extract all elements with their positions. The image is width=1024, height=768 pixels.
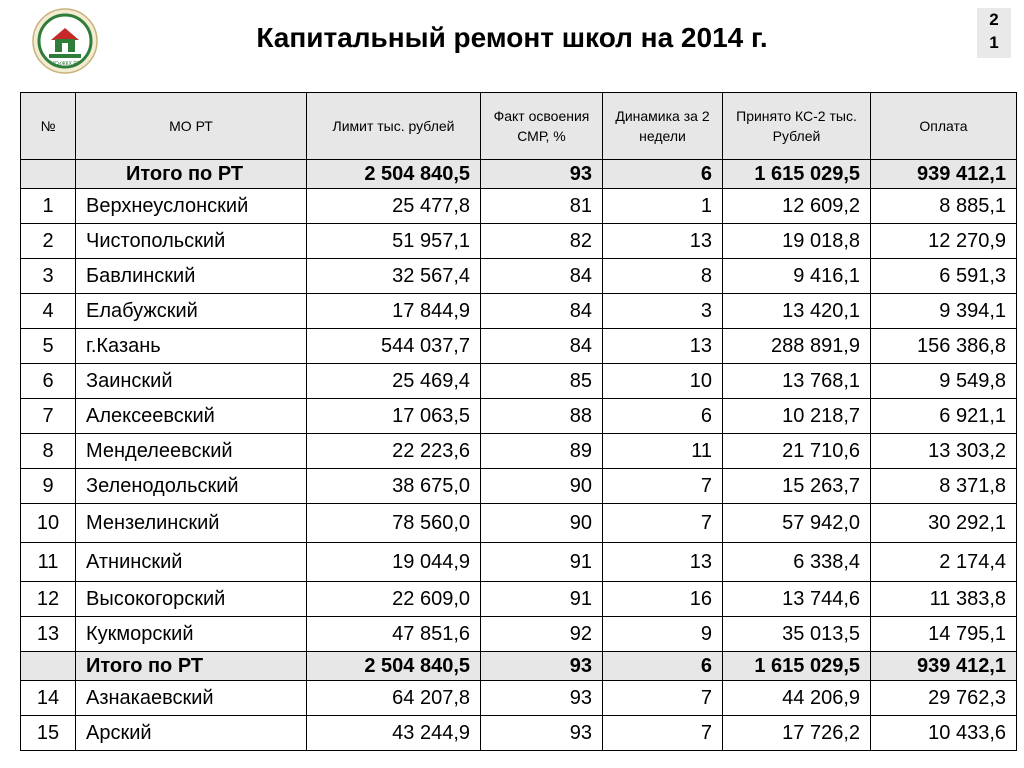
total-limit: 2 504 840,5 xyxy=(307,160,481,189)
row-limit: 544 037,7 xyxy=(307,329,481,364)
row-limit: 38 675,0 xyxy=(307,469,481,504)
total-num-cell xyxy=(21,652,76,681)
total-label: Итого по РТ xyxy=(76,652,307,681)
header-fakt: Факт освоения СМР, % xyxy=(481,93,603,160)
row-dyn: 7 xyxy=(603,504,723,543)
total-fakt: 93 xyxy=(481,160,603,189)
total-num-cell xyxy=(21,160,76,189)
row-num: 15 xyxy=(21,716,76,751)
repair-table xyxy=(20,92,1017,751)
row-num: 9 xyxy=(21,469,76,504)
table-row xyxy=(21,189,1017,224)
row-limit: 25 477,8 xyxy=(307,189,481,224)
row-pay: 9 549,8 xyxy=(871,364,1017,399)
row-dyn: 7 xyxy=(603,681,723,716)
row-mo-name: Кукморский xyxy=(76,617,307,652)
table-row xyxy=(21,399,1017,434)
row-fakt: 90 xyxy=(481,469,603,504)
row-limit: 19 044,9 xyxy=(307,543,481,582)
row-mo-name: Зеленодольский xyxy=(76,469,307,504)
row-num: 11 xyxy=(21,543,76,582)
table-row xyxy=(21,224,1017,259)
row-ks2: 57 942,0 xyxy=(723,504,871,543)
table-row xyxy=(21,364,1017,399)
row-ks2: 21 710,6 xyxy=(723,434,871,469)
header-limit: Лимит тыс. рублей xyxy=(307,93,481,160)
row-mo-name: Менделеевский xyxy=(76,434,307,469)
row-fakt: 81 xyxy=(481,189,603,224)
row-mo-name: Атнинский xyxy=(76,543,307,582)
row-pay: 156 386,8 xyxy=(871,329,1017,364)
row-fakt: 84 xyxy=(481,294,603,329)
row-fakt: 88 xyxy=(481,399,603,434)
row-num: 1 xyxy=(21,189,76,224)
row-pay: 13 303,2 xyxy=(871,434,1017,469)
row-fakt: 91 xyxy=(481,582,603,617)
row-ks2: 12 609,2 xyxy=(723,189,871,224)
row-num: 2 xyxy=(21,224,76,259)
row-num: 4 xyxy=(21,294,76,329)
header-ks2: Принято КС-2 тыс. Рублей xyxy=(723,93,871,160)
table-row xyxy=(21,259,1017,294)
row-limit: 43 244,9 xyxy=(307,716,481,751)
row-pay: 6 921,1 xyxy=(871,399,1017,434)
total-pay: 939 412,1 xyxy=(871,652,1017,681)
row-fakt: 89 xyxy=(481,434,603,469)
total-dyn: 6 xyxy=(603,652,723,681)
row-mo-name: Бавлинский xyxy=(76,259,307,294)
row-dyn: 16 xyxy=(603,582,723,617)
table-row xyxy=(21,434,1017,469)
row-mo-name: Арский xyxy=(76,716,307,751)
row-fakt: 85 xyxy=(481,364,603,399)
row-limit: 25 469,4 xyxy=(307,364,481,399)
row-fakt: 93 xyxy=(481,716,603,751)
total-pay: 939 412,1 xyxy=(871,160,1017,189)
row-fakt: 84 xyxy=(481,259,603,294)
page-number-line2: 1 xyxy=(989,33,999,52)
row-ks2: 9 416,1 xyxy=(723,259,871,294)
total-row xyxy=(21,160,1017,189)
table-row xyxy=(21,294,1017,329)
row-fakt: 92 xyxy=(481,617,603,652)
row-limit: 64 207,8 xyxy=(307,681,481,716)
row-mo-name: Алексеевский xyxy=(76,399,307,434)
row-mo-name: Елабужский xyxy=(76,294,307,329)
row-num: 5 xyxy=(21,329,76,364)
row-pay: 9 394,1 xyxy=(871,294,1017,329)
row-mo-name: Азнакаевский xyxy=(76,681,307,716)
row-pay: 29 762,3 xyxy=(871,681,1017,716)
row-dyn: 9 xyxy=(603,617,723,652)
row-dyn: 1 xyxy=(603,189,723,224)
row-mo-name: Мензелинский xyxy=(76,504,307,543)
row-limit: 47 851,6 xyxy=(307,617,481,652)
row-dyn: 7 xyxy=(603,469,723,504)
row-dyn: 3 xyxy=(603,294,723,329)
row-limit: 78 560,0 xyxy=(307,504,481,543)
row-num: 12 xyxy=(21,582,76,617)
row-ks2: 13 768,1 xyxy=(723,364,871,399)
row-ks2: 10 218,7 xyxy=(723,399,871,434)
row-pay: 2 174,4 xyxy=(871,543,1017,582)
table-header-row xyxy=(21,93,1017,160)
row-mo-name: Высокогорский xyxy=(76,582,307,617)
row-pay: 6 591,3 xyxy=(871,259,1017,294)
row-limit: 32 567,4 xyxy=(307,259,481,294)
row-ks2: 13 744,6 xyxy=(723,582,871,617)
row-dyn: 13 xyxy=(603,329,723,364)
row-mo-name: Заинский xyxy=(76,364,307,399)
row-mo-name: Чистопольский xyxy=(76,224,307,259)
table-row xyxy=(21,543,1017,582)
row-ks2: 6 338,4 xyxy=(723,543,871,582)
row-mo-name: Верхнеуслонский xyxy=(76,189,307,224)
row-ks2: 288 891,9 xyxy=(723,329,871,364)
row-ks2: 17 726,2 xyxy=(723,716,871,751)
header-mo: МО РТ xyxy=(76,93,307,160)
header-pay: Оплата xyxy=(871,93,1017,160)
row-limit: 51 957,1 xyxy=(307,224,481,259)
table-row xyxy=(21,617,1017,652)
total-label: Итого по РТ xyxy=(76,160,307,189)
row-ks2: 19 018,8 xyxy=(723,224,871,259)
row-num: 6 xyxy=(21,364,76,399)
row-num: 7 xyxy=(21,399,76,434)
row-ks2: 15 263,7 xyxy=(723,469,871,504)
total-fakt: 93 xyxy=(481,652,603,681)
row-num: 8 xyxy=(21,434,76,469)
row-num: 3 xyxy=(21,259,76,294)
row-fakt: 93 xyxy=(481,681,603,716)
total-limit: 2 504 840,5 xyxy=(307,652,481,681)
table-row xyxy=(21,504,1017,543)
table-row xyxy=(21,469,1017,504)
row-num: 14 xyxy=(21,681,76,716)
header-dyn: Динамика за 2 недели xyxy=(603,93,723,160)
row-fakt: 82 xyxy=(481,224,603,259)
row-limit: 22 223,6 xyxy=(307,434,481,469)
row-dyn: 10 xyxy=(603,364,723,399)
table-row xyxy=(21,329,1017,364)
row-pay: 10 433,6 xyxy=(871,716,1017,751)
row-limit: 17 063,5 xyxy=(307,399,481,434)
row-pay: 12 270,9 xyxy=(871,224,1017,259)
row-num: 13 xyxy=(21,617,76,652)
logo-caption: МСиЖКХ РТ xyxy=(50,61,80,67)
row-pay: 8 371,8 xyxy=(871,469,1017,504)
row-limit: 22 609,0 xyxy=(307,582,481,617)
page-number xyxy=(977,8,1011,58)
total-dyn: 6 xyxy=(603,160,723,189)
header-num: № xyxy=(21,93,76,160)
row-pay: 8 885,1 xyxy=(871,189,1017,224)
row-fakt: 84 xyxy=(481,329,603,364)
row-fakt: 91 xyxy=(481,543,603,582)
row-dyn: 6 xyxy=(603,399,723,434)
row-ks2: 35 013,5 xyxy=(723,617,871,652)
row-pay: 11 383,8 xyxy=(871,582,1017,617)
total-ks2: 1 615 029,5 xyxy=(723,652,871,681)
row-dyn: 13 xyxy=(603,543,723,582)
row-ks2: 13 420,1 xyxy=(723,294,871,329)
page-number-line1: 2 xyxy=(989,10,999,29)
row-mo-name: г.Казань xyxy=(76,329,307,364)
row-pay: 14 795,1 xyxy=(871,617,1017,652)
page-title: Капитальный ремонт школ на 2014 г. xyxy=(256,22,768,53)
row-pay: 30 292,1 xyxy=(871,504,1017,543)
total-ks2: 1 615 029,5 xyxy=(723,160,871,189)
row-dyn: 13 xyxy=(603,224,723,259)
row-limit: 17 844,9 xyxy=(307,294,481,329)
table-row xyxy=(21,716,1017,751)
row-dyn: 11 xyxy=(603,434,723,469)
row-dyn: 7 xyxy=(603,716,723,751)
table-row xyxy=(21,582,1017,617)
total-row xyxy=(21,652,1017,681)
table-row xyxy=(21,681,1017,716)
row-num: 10 xyxy=(21,504,76,543)
row-fakt: 90 xyxy=(481,504,603,543)
row-dyn: 8 xyxy=(603,259,723,294)
row-ks2: 44 206,9 xyxy=(723,681,871,716)
